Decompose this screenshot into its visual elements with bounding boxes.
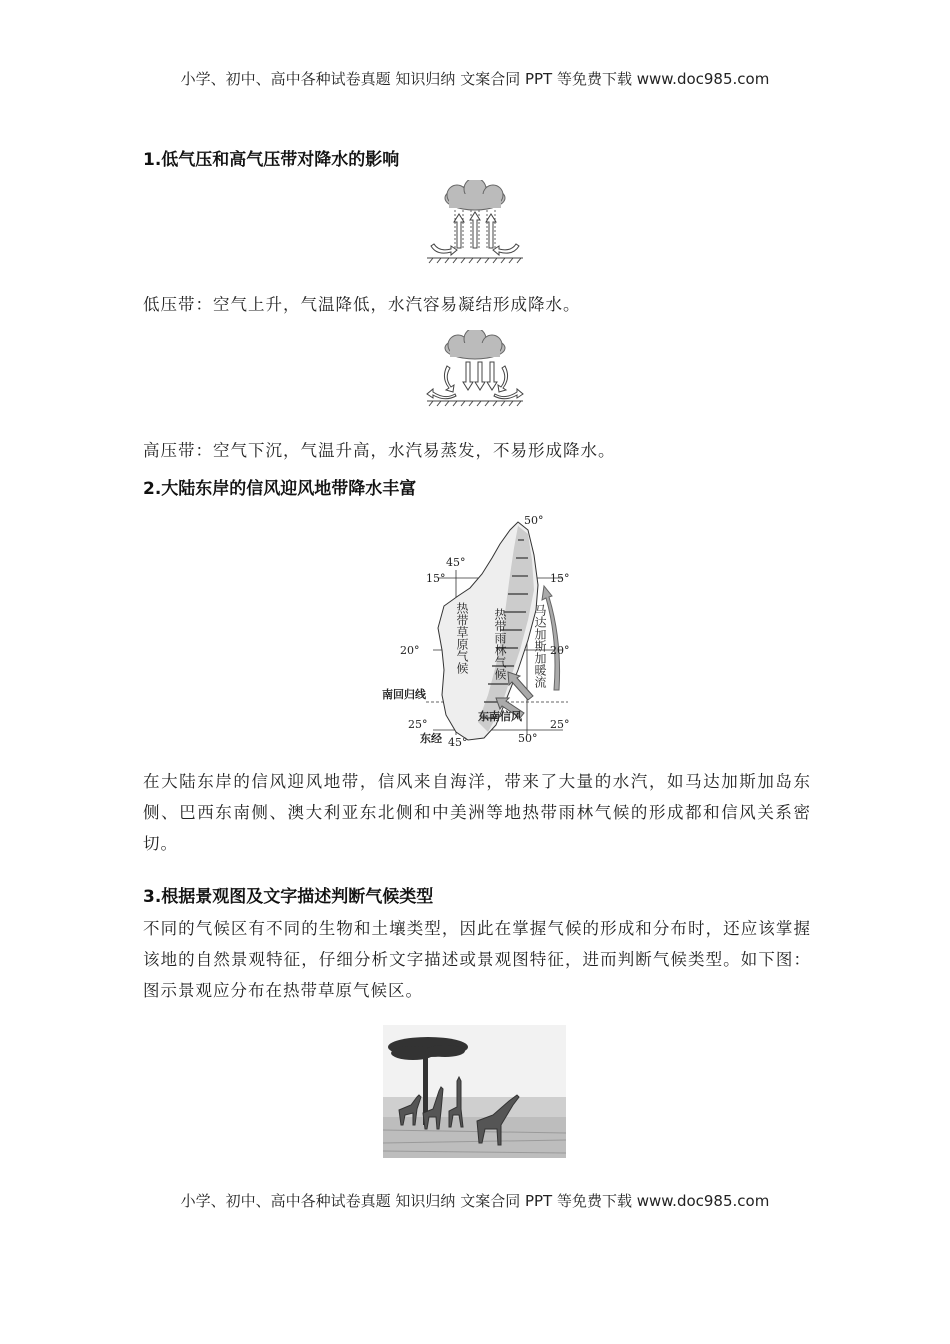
page-footer: 小学、初中、高中各种试卷真题 知识归纳 文案合同 PPT 等免费下载 www.doc985.com	[180, 1192, 770, 1210]
high-pressure-diagram	[425, 330, 525, 408]
east-longitude-label: 东经	[420, 732, 442, 745]
low-pressure-text: 低压带：空气上升，气温降低，水汽容易凝结形成降水。	[143, 295, 581, 314]
savanna-landscape-photo	[383, 1025, 566, 1158]
section1-heading: 1.低气压和高气压带对降水的影响	[143, 150, 400, 170]
wind-label: 东南信风	[478, 710, 522, 723]
low-pressure-diagram	[425, 180, 525, 265]
diverging-wind-arrows	[427, 389, 523, 399]
page-header: 小学、初中、高中各种试卷真题 知识归纳 文案合同 PPT 等免费下载 www.doc985.com	[180, 70, 770, 88]
lat-20-right: 20°	[550, 644, 570, 657]
lon-50-top: 50°	[524, 514, 544, 527]
section2-body: 在大陆东岸的信风迎风地带，信风来自海洋，带来了大量的水汽，如马达加斯加岛东侧、巴西东南侧、澳大利亚东北侧和中美洲等地热带雨林气候的形成都和信风关系密切。	[143, 772, 811, 853]
ground-line	[427, 401, 523, 406]
lat-20-left: 20°	[400, 644, 420, 657]
lat-15-left: 15°	[426, 572, 446, 585]
sinking-air-arrows	[444, 362, 507, 392]
madagascar-climate-map	[378, 510, 578, 750]
lon-45-top: 45°	[446, 556, 466, 569]
lat-25-right: 25°	[550, 718, 570, 731]
lon-50-bottom: 50°	[518, 732, 538, 745]
section3-body: 不同的气候区有不同的生物和土壤类型，因此在掌握气候的形成和分布时，还应该掌握该地的自然景观特征，仔细分析文字描述或景观图特征，进而判断气候类型。如下图：图示景观应分布在热带草原气候区。	[143, 919, 811, 1000]
rainforest-label: 热带雨林气候	[493, 608, 507, 680]
ground-line	[427, 258, 523, 263]
current-label: 马达加斯加暖流	[533, 604, 547, 688]
section3-heading: 3.根据景观图及文字描述判断气候类型	[143, 887, 434, 907]
tropic-label: 南回归线	[382, 688, 426, 701]
lat-25-left: 25°	[408, 718, 428, 731]
cloud-icon	[445, 330, 505, 359]
high-pressure-text: 高压带：空气下沉，气温升高，水汽易蒸发，不易形成降水。	[143, 441, 616, 460]
savanna-label: 热带草原气候	[455, 602, 469, 674]
section2-heading: 2.大陆东岸的信风迎风地带降水丰富	[143, 479, 417, 499]
rising-air-arrows	[454, 212, 496, 248]
cloud-icon	[445, 180, 505, 210]
lat-15-right: 15°	[550, 572, 570, 585]
lon-45-bottom: 45°	[448, 736, 468, 749]
